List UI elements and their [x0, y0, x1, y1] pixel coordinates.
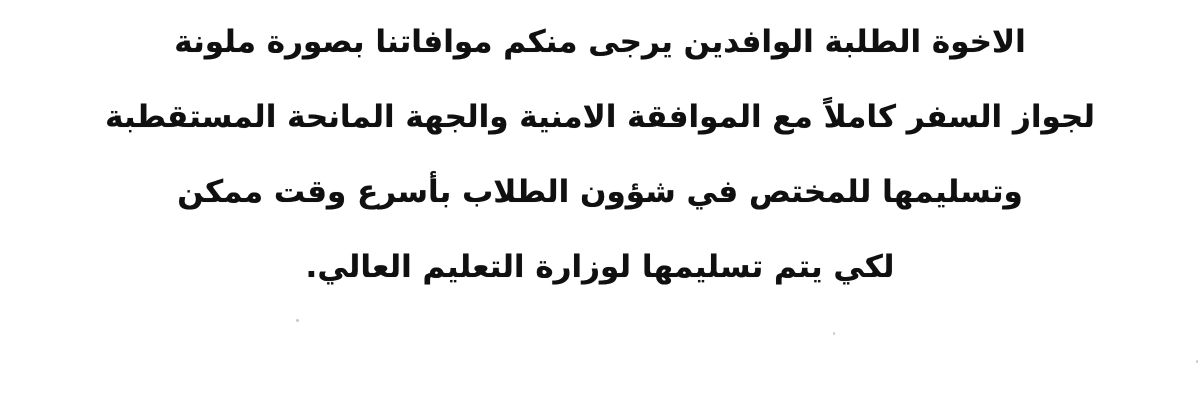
notice-line-1: الاخوة الطلبة الوافدين يرجى منكم موافاتنا بصورة ملونة	[174, 24, 1026, 60]
notice-line-2: لجواز السفر كاملاً مع الموافقة الامنية والجهة المانحة المستقطبة	[105, 99, 1095, 135]
scan-speck	[1196, 360, 1198, 363]
notice-line-3: وتسليمها للمختص في شؤون الطلاب بأسرع وقت ممكن	[177, 174, 1023, 210]
notice-line-4: لكي يتم تسليمها لوزارة التعليم العالي.	[305, 249, 895, 285]
scan-speck	[296, 319, 299, 322]
scan-speck	[833, 332, 835, 335]
